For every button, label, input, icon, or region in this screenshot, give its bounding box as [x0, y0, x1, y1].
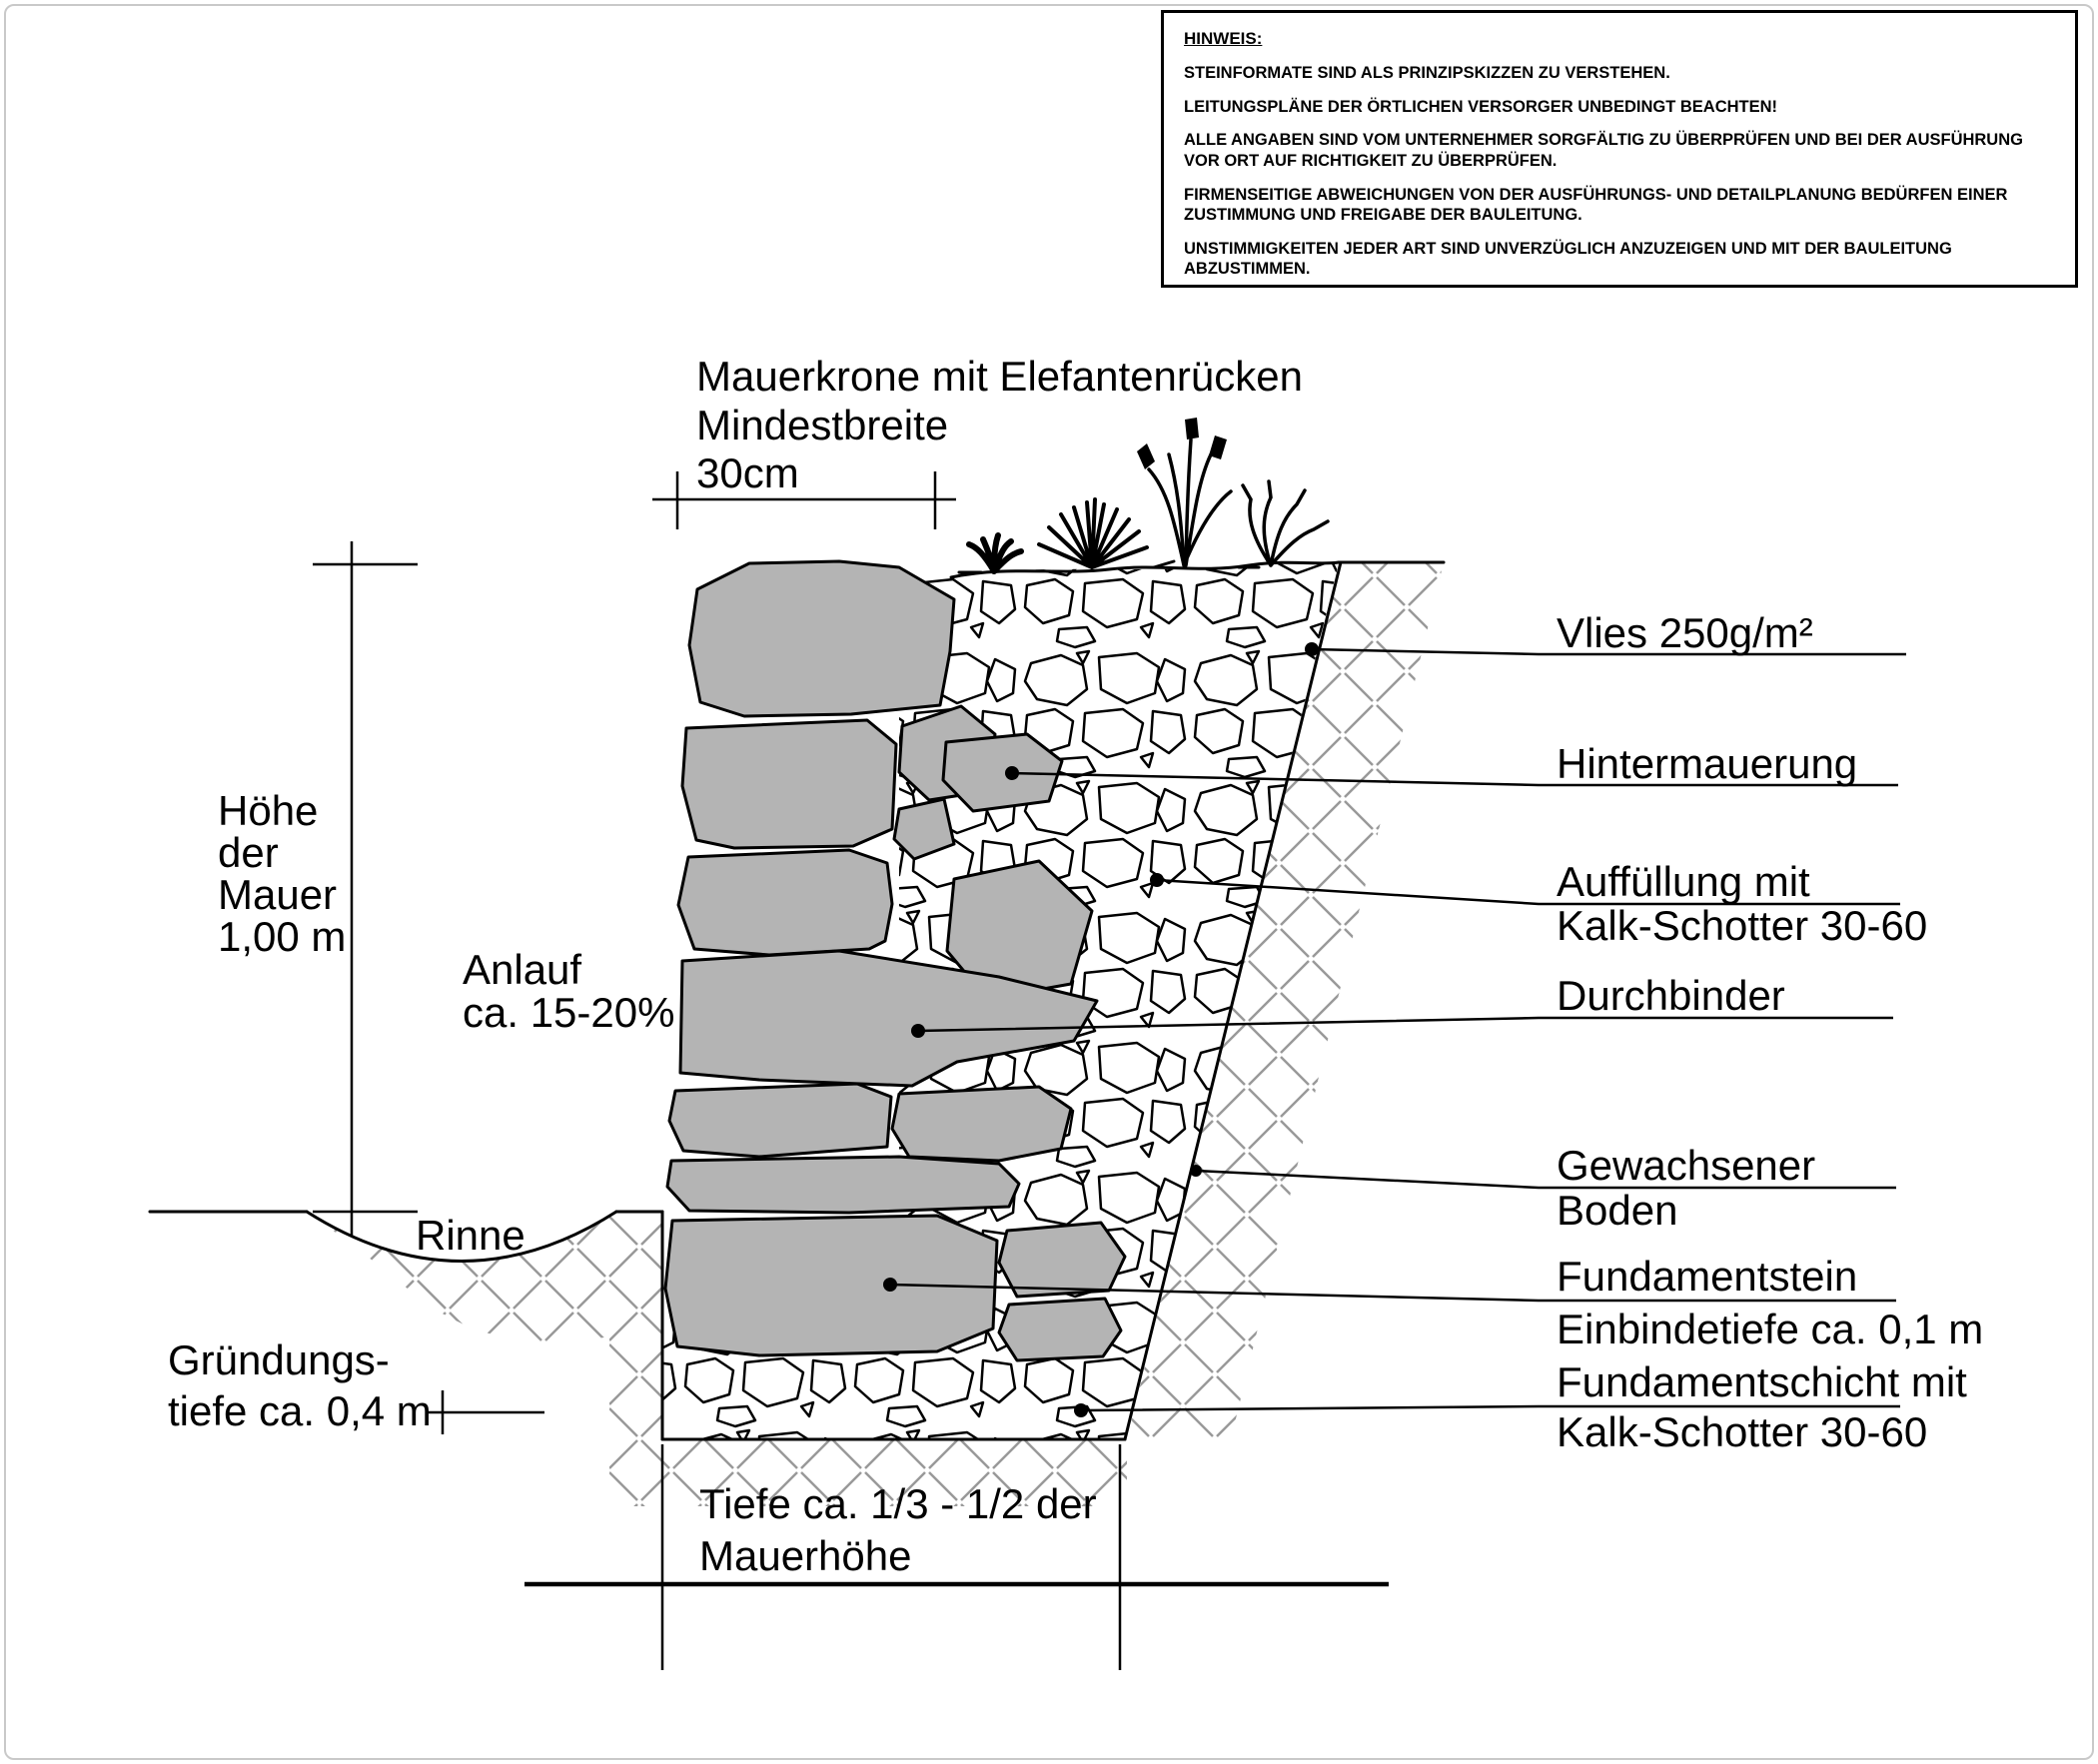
stone	[892, 1087, 1071, 1161]
dot-hintermauerung	[1005, 766, 1019, 780]
plant-leafy	[1243, 481, 1328, 565]
plants	[959, 418, 1328, 572]
label-rinne: Rinne	[416, 1212, 525, 1259]
label-einbindetiefe: Einbindetiefe ca. 0,1 m	[1557, 1306, 1984, 1352]
dot-fundamentstein	[883, 1278, 897, 1292]
label-gewachsener: Gewachsener	[1557, 1142, 1816, 1189]
label-tiefe-1: Tiefe ca. 1/3 - 1/2 der	[699, 1480, 1097, 1527]
title-line1: Mauerkrone mit Elefantenrücken	[696, 353, 1303, 400]
label-vlies: Vlies 250g/m²	[1557, 609, 1813, 656]
dim-foundation-depth	[428, 1390, 544, 1434]
label-anlauf-1: Anlauf	[463, 946, 582, 993]
label-auffuellung-2: Kalk-Schotter 30-60	[1557, 902, 1928, 949]
label-boden: Boden	[1557, 1187, 1678, 1234]
label-durchbinder: Durchbinder	[1557, 972, 1785, 1019]
notice-item: LEITUNGSPLÄNE DER ÖRTLICHEN VERSORGER UNBEDINGT BEACHTEN!	[1184, 97, 1778, 116]
plant-tuft	[969, 535, 1021, 571]
dot-gewachsener-boden	[1190, 1165, 1202, 1177]
stone	[667, 1157, 1019, 1213]
label-gruendung-1: Gründungs-	[168, 1336, 390, 1383]
label-fundamentschicht-2: Kalk-Schotter 30-60	[1557, 1408, 1928, 1455]
dot-durchbinder	[911, 1024, 925, 1038]
stone	[678, 850, 892, 955]
dot-auffuellung	[1150, 873, 1164, 887]
dot-vlies	[1305, 642, 1319, 656]
stone	[669, 1084, 891, 1157]
label-hintermauerung: Hintermauerung	[1557, 740, 1858, 787]
title-line2: Mindestbreite	[696, 402, 949, 448]
label-hoehe-3: Mauer	[218, 871, 338, 918]
notice-title: HINWEIS:	[1184, 29, 1263, 48]
plant-grass-fan	[1039, 499, 1147, 567]
label-gruendung-2: tiefe ca. 0,4 m	[168, 1387, 432, 1434]
dot-fundamentschicht	[1074, 1403, 1088, 1417]
notice-item: FIRMENSEITIGE ABWEICHUNGEN VON DER AUSFÜHRUNGS- UND DETAILPLANUNG BEDÜRFEN EINER ZUSTIMMUNG UND FREIGABE DER BAULEITUNG.	[1184, 185, 2008, 225]
stone	[999, 1223, 1125, 1297]
label-auffuellung-1: Auffüllung mit	[1557, 858, 1810, 905]
label-hoehe-2: der	[218, 829, 279, 876]
label-hoehe-4: 1,00 m	[218, 913, 347, 960]
label-fundamentschicht-1: Fundamentschicht mit	[1557, 1358, 1967, 1405]
label-hoehe-1: Höhe	[218, 787, 319, 834]
plant-seed-heads	[1137, 418, 1227, 469]
stone-crown	[689, 561, 954, 716]
notice-item: STEINFORMATE SIND ALS PRINZIPSKIZZEN ZU VERSTEHEN.	[1184, 64, 1670, 82]
stone	[682, 720, 896, 848]
notice-item: ALLE ANGABEN SIND VOM UNTERNEHMER SORGFÄLTIG ZU ÜBERPRÜFEN UND BEI DER AUSFÜHRUNG VOR ORT AUF RICHTIGKEIT ZU ÜBERPRÜFEN.	[1184, 131, 2023, 170]
label-tiefe-2: Mauerhöhe	[699, 1532, 912, 1579]
label-anlauf-2: ca. 15-20%	[463, 989, 675, 1036]
notice-item: UNSTIMMIGKEITEN JEDER ART SIND UNVERZÜGLICH ANZUZEIGEN UND MIT DER BAULEITUNG ABZUSTIMMEN.	[1184, 239, 1952, 279]
label-fundamentstein: Fundamentstein	[1557, 1253, 1858, 1300]
title-line3: 30cm	[696, 449, 799, 496]
stone	[999, 1299, 1121, 1360]
